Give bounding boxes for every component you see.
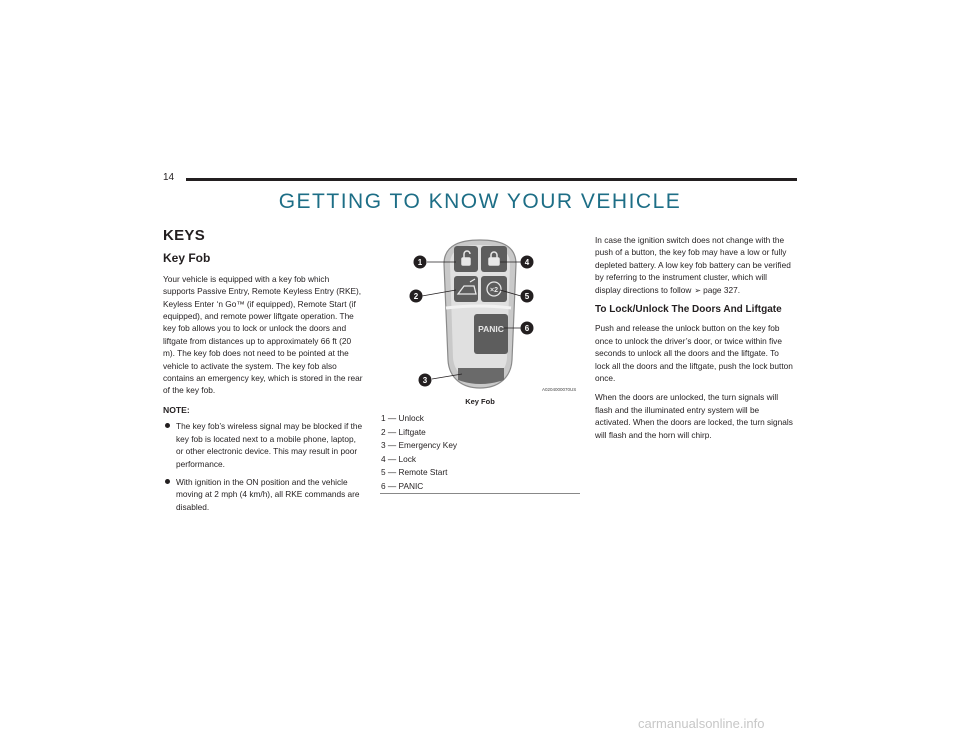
header-rule [186,178,797,181]
figure-legend [380,412,580,494]
legend-item: 4 — Lock [381,453,417,464]
figure-caption: Key Fob [465,397,495,406]
bullet-icon [165,423,170,428]
key-fob-illustration [380,232,580,394]
watermark: carmanualsonline.info [638,716,765,731]
chapter-title: GETTING TO KNOW YOUR VEHICLE [278,190,682,213]
callout-4 [521,256,534,269]
panic-button [474,314,508,354]
callout-2 [410,290,423,303]
right-column [595,234,795,448]
note-list [163,420,363,513]
callout-3 [419,374,432,387]
page-reference-link[interactable]: page 327. [703,284,741,295]
legend-item: 2 — Liftgate [381,426,426,437]
key-fob-intro: Your vehicle is equipped with a key fob which supports Passive Entry, Remote Keyless Entry (RKE), Keyless Enter ‘n Go™ (if equipped), Remote Start (if equipped), and remote power liftgate operation. The key fob allows you to lock or unlock the doors and liftgate from distances up to approximately 66 ft (20 m). The key fob does not need to be pointed at the vehicle to activate the system. The key fob also contains an emergency key, which is stored in the rear of the key fob. [163,273,363,396]
callout-5 [521,290,534,303]
emergency-key [458,368,504,384]
legend-rule [380,493,580,494]
figure-code: A0204000070US [542,387,577,392]
ignition-text: In case the ignition switch does not change with the push of a button, the key fob may have a low or fully depleted battery. A low key fob battery can be verified by referring to the instrument cluster, which will display directions to follow [595,235,791,295]
key-fob-heading: Key Fob [163,251,211,266]
callout-6 [521,322,534,335]
legend-item: 3 — Emergency Key [381,440,458,450]
note-label: NOTE: [163,404,190,415]
note-item [163,420,363,470]
key-fob-figure [380,232,580,399]
left-column [163,227,363,519]
callout-1 [414,256,427,269]
lock-paragraph-2: When the doors are unlocked, the turn signals will flash and the illuminated entry system will be activated. When the doors are locked, the turn signals will flash and the horn will chirp. [595,392,793,440]
note-text: With ignition in the ON position and the vehicle moving at 2 mph (4 km/h), all RKE commands are disabled. [176,476,360,512]
ignition-paragraph [595,234,795,297]
lock-unlock-heading: To Lock/Unlock The Doors And Liftgate [595,304,782,316]
svg-text:1: 1 [417,258,423,267]
note-text: The key fob’s wireless signal may be blocked if the key fob is located next to a mobile phone, laptop, or other electronic device. This may result in poor performance. [176,421,363,469]
note-item [163,476,363,513]
lock-paragraph-1: Push and release the unlock button on the key fob once to unlock the driver’s door, or twice within five seconds to unlock all the doors and the liftgate. To lock all the doors and the liftgate, push the lock button once. [595,323,793,384]
legend-item: 1 — Unlock [381,413,424,423]
legend-item: 5 — Remote Start [381,467,448,477]
bullet-icon [165,479,170,484]
svg-text:3: 3 [422,376,428,385]
page-number: 14 [163,172,175,183]
svg-text:5: 5 [524,292,530,301]
page-reference-arrow-icon: ➢ [694,285,702,295]
svg-text:4: 4 [524,258,530,267]
keys-heading: KEYS [163,227,206,244]
remote-start-label: ×2 [490,287,498,294]
panic-label: PANIC [478,324,504,334]
legend-item: 6 — PANIC [381,480,424,491]
svg-text:2: 2 [413,292,419,301]
svg-text:6: 6 [524,324,530,333]
